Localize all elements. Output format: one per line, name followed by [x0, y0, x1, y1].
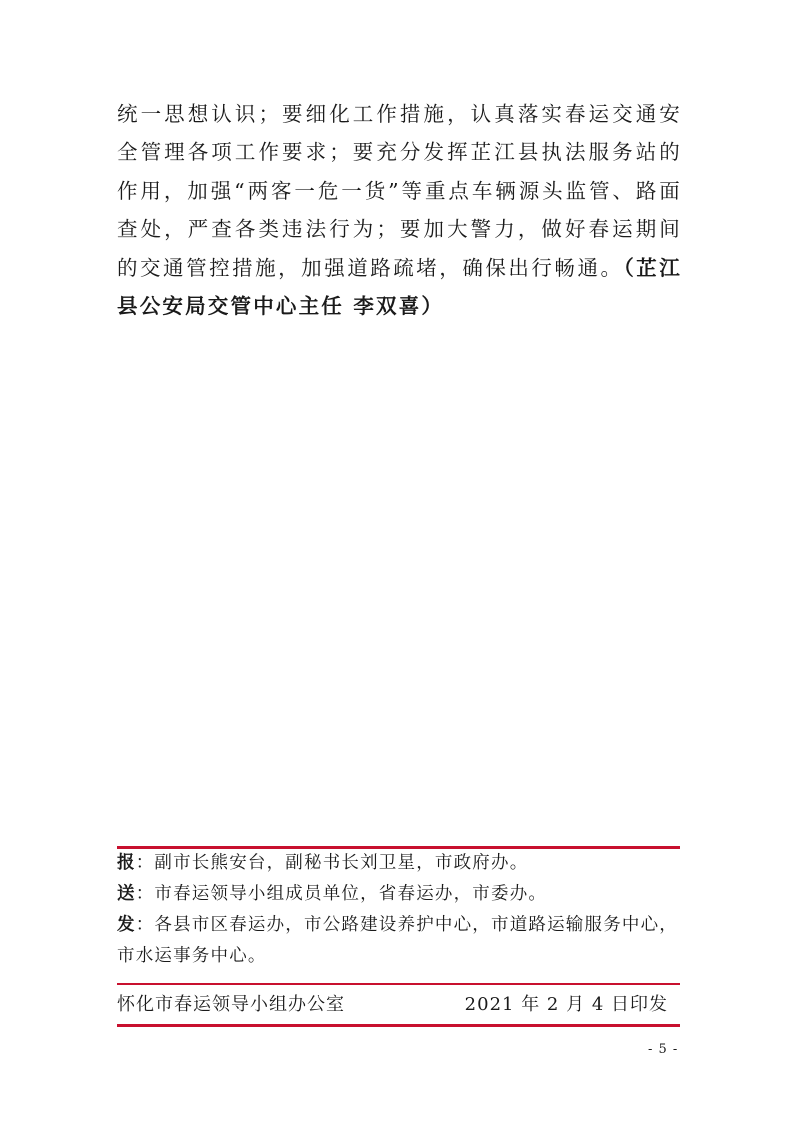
middle-red-rule: [117, 983, 680, 985]
song-label: 送: [117, 884, 136, 904]
issuer-name: 怀化市春运领导小组办公室: [117, 994, 345, 1015]
fa-label: 发: [117, 915, 136, 935]
body-paragraph: [117, 95, 682, 325]
page-number: - 5 -: [648, 1042, 679, 1057]
paragraph-text: 统一思想认识；要细化工作措施，认真落实春运交通安全管理各项工作要求；要充分发挥芷江县执法服务站的作用，加强“两客一危一货”等重点车辆源头监管、路面查处，严查各类违法行为；要加大警力，做好春运期间的交通管控措施，加强道路疏堵，确保出行畅通。: [117, 102, 682, 280]
issue-footer: [117, 990, 680, 1020]
issue-date: 2021 年 2 月 4 日印发: [464, 994, 668, 1015]
bao-label: 报: [117, 853, 136, 873]
distribution-fa: [117, 910, 680, 972]
song-text: ：市春运领导小组成员单位，省春运办，市委办。: [135, 884, 548, 904]
bottom-red-rule: [117, 1024, 680, 1027]
distribution-song: [117, 879, 680, 910]
author-attribution: （芷江县公安局交管中心主任 李双喜）: [117, 255, 682, 319]
fa-text: ：各县市区春运办，市公路建设养护中心，市道路运输服务中心，市水运事务中心。: [117, 915, 679, 966]
distribution-bao: [117, 848, 680, 879]
bao-text: ：副市长熊安台，副秘书长刘卫星，市政府办。: [135, 853, 529, 873]
distribution-list: [117, 848, 680, 972]
